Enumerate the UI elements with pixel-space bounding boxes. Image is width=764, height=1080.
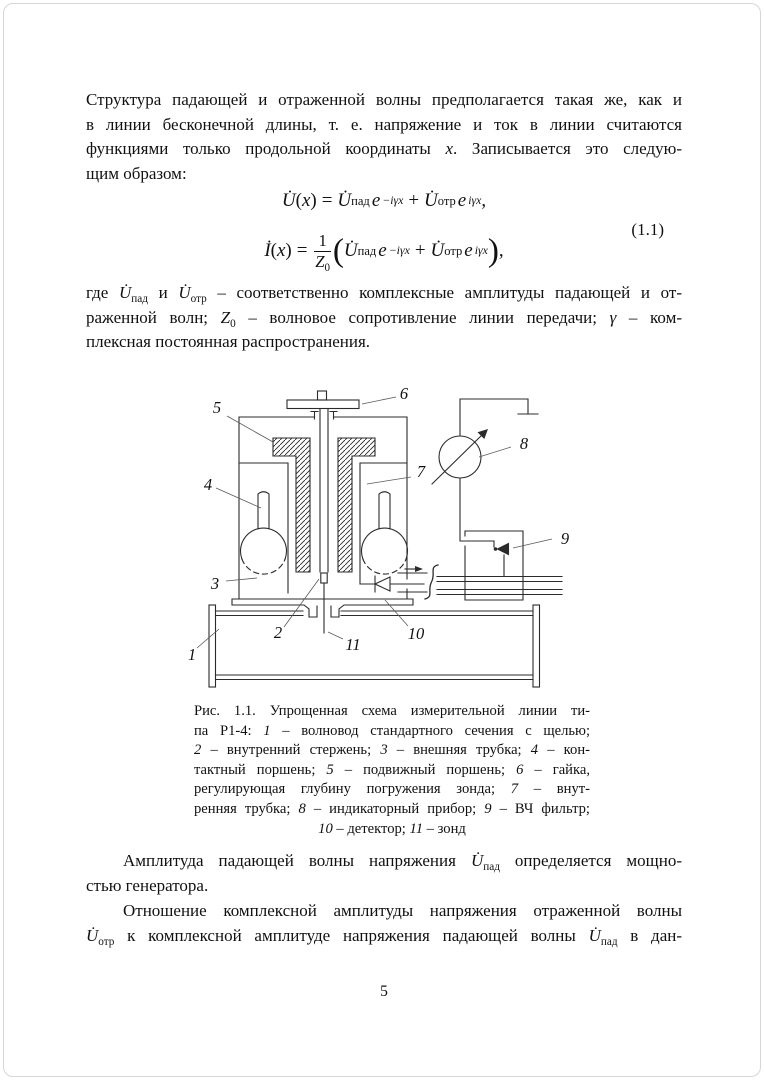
ratio-paragraph (86, 899, 682, 948)
math-symbol: + (414, 240, 426, 261)
part-label-2: 2 (273, 623, 283, 642)
math-symbol: + (408, 190, 420, 211)
text-line: функциями только продольной координаты x. Записывается это следую- (86, 139, 682, 159)
math-symbol: U̇ (343, 240, 358, 261)
math-symbol: Z (315, 251, 325, 271)
math-symbol: İ (264, 240, 271, 261)
text-line: щим образом: (86, 163, 187, 183)
math-symbol: x (276, 240, 286, 261)
inner-rod (321, 573, 327, 583)
math-denominator (314, 251, 331, 274)
waveguide-left-flange (209, 605, 216, 687)
waveguide-top-wall (216, 611, 534, 616)
text-line: $U̇_{отр}$ к комплексной амплитуде напряжения падающей волны $U̇_{пад}$ в дан- (86, 925, 683, 948)
math-symbol: U̇ (337, 190, 352, 211)
math-symbol: = (296, 240, 308, 261)
amplitude-paragraph (86, 849, 682, 898)
math-symbol: ) (310, 190, 317, 211)
text-line: где $U̇_{пад}$ и $U̇_{отр}$ – соответственно комплексные амплитуды падающей и от- (86, 283, 683, 305)
math-symbol: e (378, 240, 387, 261)
coax-pair-lines (437, 577, 562, 595)
contact-piston-right-neck (379, 492, 390, 529)
math-symbol: x (301, 190, 311, 211)
math-fraction (314, 231, 331, 274)
figure-caption (194, 702, 590, 839)
part-label-3: 3 (210, 574, 220, 593)
text-line: па Р1-4: 1 – волновод стандартного сечения с щелью; (194, 722, 590, 739)
probe-rod-tube (320, 409, 328, 573)
nut-collar (311, 412, 337, 420)
nut-pin (318, 391, 327, 400)
part-label-5: 5 (212, 398, 222, 417)
part-label-1: 1 (187, 645, 197, 664)
math-symbol: e (371, 190, 381, 211)
part-label-8: 8 (519, 434, 529, 453)
coax-break-symbol (425, 565, 438, 599)
text-line: в линии бесконечной длины, т. е. напряжение и ток в линии считаются (86, 114, 682, 134)
text-line: тактный поршень; 5 – подвижный поршень; 6 – гайка, (194, 761, 590, 778)
math-numerator: 1 (314, 231, 330, 251)
math-symbol: ( (295, 190, 302, 211)
equation-number: (1.1) (631, 220, 664, 239)
text-line: 2 – внутренний стержень; 3 – внешняя трубка; 4 – кон- (194, 742, 590, 759)
waveguide-bottom-wall (216, 675, 534, 680)
signal-arrowhead-icon (415, 566, 423, 572)
text-line: Амплитуда падающей волны напряжения $U̇_{пад}$ определяется мощно- (123, 851, 682, 873)
contact-piston-left-body (241, 528, 287, 559)
outer-tube-housing (239, 417, 407, 599)
math-symbol: = (321, 190, 333, 211)
text-line: регулирующая глубину погружения зонда; 7 – внут- (194, 781, 590, 798)
text-line: 10 – детектор; 11 – зонд (318, 820, 466, 837)
text-line: раженной волн; $Z_0$ – волновое сопротивление линии передачи; γ – ком- (86, 307, 682, 330)
text-line: Рис. 1.1. Упрощенная схема измерительной линии ти- (194, 703, 590, 719)
math-symbol: U̇ (424, 190, 438, 211)
figure-1-1-diagram (183, 383, 575, 698)
part-label-9: 9 (560, 529, 570, 548)
math-subscript: 0 (324, 261, 331, 274)
detector-diode-icon (360, 576, 424, 592)
math-symbol: , (498, 240, 504, 261)
math-symbol: , (481, 190, 487, 211)
math-symbol: U̇ (281, 190, 296, 211)
nut-bar (287, 400, 359, 409)
text-line: плексная постоянная распространения. (86, 332, 371, 352)
waveguide-right-flange (533, 605, 540, 687)
part-label-6: 6 (399, 384, 409, 403)
meter-top-wire (460, 399, 538, 436)
where-paragraph (86, 281, 682, 355)
equation-block-1-1 (86, 180, 682, 280)
math-symbol: e (464, 240, 473, 261)
movable-piston-left (273, 438, 310, 572)
math-symbol: ( (270, 240, 277, 261)
math-symbol: ) (285, 240, 292, 261)
part-label-7: 7 (416, 462, 426, 481)
part-label-4: 4 (203, 475, 213, 494)
part-label-11: 11 (345, 635, 361, 654)
contact-piston-left-neck (258, 492, 269, 529)
coax-tube (398, 573, 427, 592)
intro-paragraph (86, 88, 682, 186)
contact-piston-left-gap (242, 559, 285, 574)
text-line: Отношение комплексной амплитуды напряжения отраженной волны (123, 901, 682, 920)
feedthrough-capacitor-icon (498, 544, 509, 555)
meter-needle (432, 433, 484, 484)
carriage-plate (232, 599, 413, 617)
math-symbol: U̇ (430, 240, 445, 261)
page-number: 5 (380, 983, 388, 1000)
text-line: ренняя трубка; 8 – индикаторный прибор; 9 – ВЧ фильтр; (194, 800, 590, 817)
part-label-10: 10 (407, 624, 425, 643)
text-line: Структура падающей и отраженной волны предполагается такая же, как и (86, 90, 682, 109)
indicator-wire-lower (460, 478, 494, 547)
equation-voltage: U̇ ( x ) = U̇ пад e −iγx + U̇ отр e iγx , (281, 190, 487, 211)
contact-piston-right-body (362, 528, 408, 559)
movable-piston-right (338, 438, 375, 572)
equation-current: İ ( x ) = $\frac{1}{Z_0}$ ( U̇ пад e −iγx + U̇ отр e iγx ) , (264, 231, 504, 274)
contact-piston-right-gap (363, 559, 406, 574)
math-symbol: e (457, 190, 467, 211)
leader-lines (197, 397, 552, 648)
text-line: стью генератора. (86, 875, 209, 895)
